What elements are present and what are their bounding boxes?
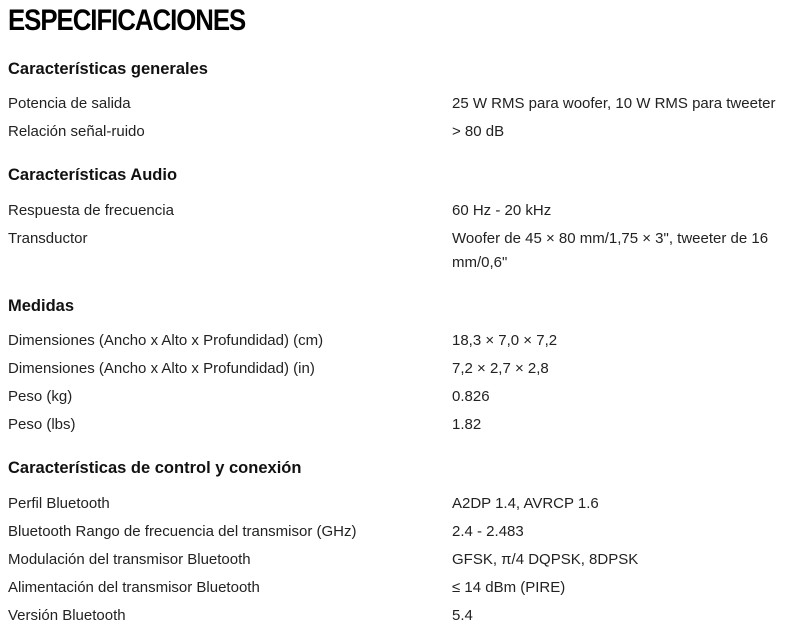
spec-label: Relación señal-ruido	[8, 123, 145, 140]
spec-label: Transductor	[8, 230, 88, 247]
section-title-general: Características generales	[8, 60, 208, 78]
spec-row-bluetooth-frequency-range	[8, 520, 794, 544]
spec-label: Peso (kg)	[8, 388, 73, 405]
spec-label: Dimensiones (Ancho x Alto x Profundidad) (in)	[8, 360, 315, 377]
spec-value: 5.4	[452, 607, 473, 624]
spec-label: Potencia de salida	[8, 95, 131, 112]
page-title: ESPECIFICACIONES	[8, 4, 246, 37]
spec-label: Peso (lbs)	[8, 416, 76, 433]
spec-label: Respuesta de frecuencia	[8, 202, 174, 219]
spec-value: 25 W RMS para woofer, 10 W RMS para tweeter	[452, 95, 776, 112]
spec-value: 18,3 × 7,0 × 7,2	[452, 332, 558, 349]
spec-row-weight-kg	[8, 385, 794, 409]
spec-value: GFSK, π/4 DQPSK, 8DPSK	[452, 551, 639, 568]
spec-value: 7,2 × 2,7 × 2,8	[452, 360, 549, 377]
spec-label: Perfil Bluetooth	[8, 495, 110, 512]
spec-label: Dimensiones (Ancho x Alto x Profundidad) (cm)	[8, 332, 324, 349]
spec-label: Modulación del transmisor Bluetooth	[8, 551, 251, 568]
spec-value: 60 Hz - 20 kHz	[452, 202, 552, 219]
spec-row-bluetooth-power	[8, 576, 794, 600]
spec-label: Alimentación del transmisor Bluetooth	[8, 579, 260, 596]
spec-value: ≤ 14 dBm (PIRE)	[452, 579, 566, 596]
spec-row-frequency-response	[8, 199, 794, 223]
section-title-control-connection: Características de control y conexión	[8, 459, 302, 477]
spec-value: 0.826	[452, 388, 490, 405]
spec-row-bluetooth-version	[8, 604, 794, 628]
spec-label: Versión Bluetooth	[8, 607, 126, 624]
spec-row-transducer	[8, 227, 794, 271]
spec-row-output-power	[8, 92, 794, 116]
spec-row-weight-lbs	[8, 413, 794, 437]
spec-row-dimensions-in	[8, 357, 794, 381]
section-title-measurements: Medidas	[8, 297, 75, 315]
spec-value: > 80 dB	[452, 123, 505, 140]
spec-value: 1.82	[452, 416, 482, 433]
spec-row-snr	[8, 120, 794, 144]
spec-row-bluetooth-modulation	[8, 548, 794, 572]
spec-value: Woofer de 45 × 80 mm/1,75 × 3", tweeter de 16 mm/0,6"	[452, 230, 769, 271]
spec-value: 2.4 - 2.483	[452, 523, 524, 540]
section-title-audio: Características Audio	[8, 166, 178, 184]
spec-value: A2DP 1.4, AVRCP 1.6	[452, 495, 599, 512]
spec-label: Bluetooth Rango de frecuencia del transmisor (GHz)	[8, 523, 357, 540]
spec-row-dimensions-cm	[8, 329, 794, 353]
spec-row-bluetooth-profile	[8, 492, 794, 516]
